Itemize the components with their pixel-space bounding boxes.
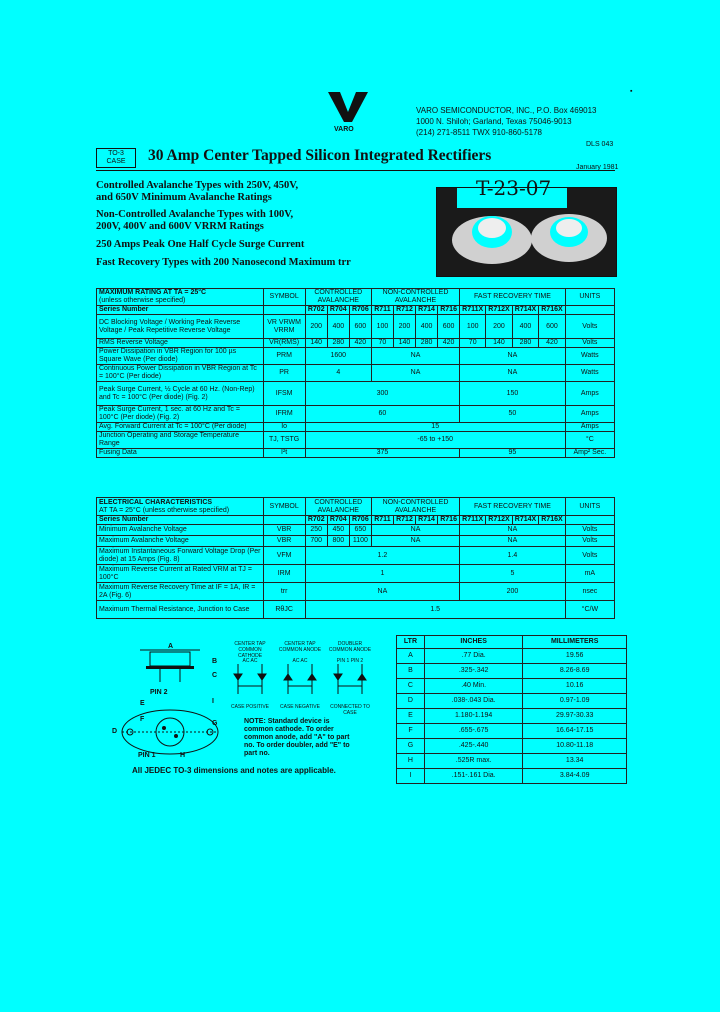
series-cell: R702 xyxy=(305,306,327,315)
series-cell: R716X xyxy=(539,516,565,525)
elec-subtitle-text: AT TA = 25°C (unless otherwise specified) xyxy=(99,506,230,514)
param-cell: Maximum Avalanche Voltage xyxy=(97,536,264,547)
series-cell: R704 xyxy=(327,306,349,315)
dim-cell: .038-.043 Dia. xyxy=(424,694,522,709)
value-cell: 400 xyxy=(327,315,349,339)
value-cell: 700 xyxy=(305,536,327,547)
param-cell: DC Blocking Voltage / Working Peak Reverse Voltage / Peak Repetitive Reverse Voltage xyxy=(97,315,264,339)
dim-cell: .77 Dia. xyxy=(424,649,522,664)
value-cell: 4 xyxy=(305,365,371,382)
series-cell: R716X xyxy=(539,306,565,315)
company-address1: 1000 N. Shiloh; Garland, Texas 75046-9013 xyxy=(416,117,572,126)
config-1-title: CENTER TAP COMMON CATHODE xyxy=(234,641,266,659)
param-cell: Minimum Avalanche Voltage xyxy=(97,525,264,536)
elec-group-ca: CONTROLLED AVALANCHE xyxy=(305,498,371,516)
value-cell: 150 xyxy=(460,382,566,406)
value-cell: 300 xyxy=(305,382,459,406)
dim-cell: .655-.675 xyxy=(424,724,522,739)
max-title-text: MAXIMUM RATING AT TA = 25°C xyxy=(99,289,207,296)
dim-cell: .325-.342 xyxy=(424,664,522,679)
dim-letter-i: I xyxy=(212,698,214,705)
unit-cell: Volts xyxy=(565,339,614,348)
series-cell: R711X xyxy=(460,516,486,525)
series-cell: R706 xyxy=(349,516,371,525)
value-cell: NA xyxy=(305,583,459,601)
dim-cell: F xyxy=(397,724,425,739)
value-cell: 250 xyxy=(305,525,327,536)
dim-letter-a: A xyxy=(168,643,174,650)
value-cell: 200 xyxy=(486,315,512,339)
value-cell: NA xyxy=(371,365,459,382)
title-rule xyxy=(96,170,615,171)
config-3-pins: PIN 1 PIN 2 xyxy=(336,658,364,664)
dim-cell: A xyxy=(397,649,425,664)
param-cell: RMS Reverse Voltage xyxy=(97,339,264,348)
dim-cell: 3.84-4.09 xyxy=(523,769,627,784)
value-cell: 280 xyxy=(327,339,349,348)
dim-cell: 13.34 xyxy=(523,754,627,769)
dim-letter-b: B xyxy=(212,658,218,665)
elec-symbol-head: SYMBOL xyxy=(263,498,305,516)
elec-title-text: ELECTRICAL CHARACTERISTICS xyxy=(99,498,213,506)
symbol-cell: VFM xyxy=(263,547,305,565)
diode-icon xyxy=(234,664,366,694)
symbol-cell: I²t xyxy=(263,449,305,458)
config-3-title: DOUBLER COMMON ANODE xyxy=(328,641,372,653)
doc-date: January 1981 xyxy=(576,164,619,171)
value-cell: NA xyxy=(460,525,566,536)
elec-series-label: Series Number xyxy=(97,516,264,525)
value-cell: 100 xyxy=(371,315,393,339)
value-cell: 375 xyxy=(305,449,459,458)
pin1-label: PIN 1 xyxy=(138,752,156,759)
value-cell: 1100 xyxy=(349,536,371,547)
elec-group-nc: NON-CONTROLLED AVALANCHE xyxy=(371,498,459,516)
unit-cell: Watts xyxy=(565,348,614,365)
feature-4: Fast Recovery Types with 200 Nanosecond Maximum trr xyxy=(96,257,351,268)
value-cell: -65 to +150 xyxy=(305,432,565,449)
value-cell: 650 xyxy=(349,525,371,536)
dim-cell: C xyxy=(397,679,425,694)
company-name: VARO SEMICONDUCTOR, INC., P.O. Box 469013 xyxy=(416,106,597,115)
dim-cell: .425-.440 xyxy=(424,739,522,754)
dim-letter-e: E xyxy=(140,700,145,707)
max-table-title xyxy=(97,289,264,306)
param-cell: Peak Surge Current, 1 sec. at 60 Hz and Tc = 100°C (Per diode) (Fig. 2) xyxy=(97,406,264,423)
dim-cell: 19.56 xyxy=(523,649,627,664)
symbol-cell: VBR xyxy=(263,525,305,536)
value-cell: 140 xyxy=(305,339,327,348)
param-cell: Junction Operating and Storage Temperature Range xyxy=(97,432,264,449)
param-cell: Fusing Data xyxy=(97,449,264,458)
value-cell: NA xyxy=(371,525,459,536)
package-drawing xyxy=(100,636,230,766)
page-title: 30 Amp Center Tapped Silicon Integrated Rectifiers xyxy=(148,147,492,164)
symbol-cell: trr xyxy=(263,583,305,601)
value-cell: 600 xyxy=(539,315,565,339)
unit-cell: °C xyxy=(565,432,614,449)
value-cell: 1.5 xyxy=(305,601,565,619)
param-cell: Continuous Power Dissipation in VBR Region at Tc = 100°C (Per diode) xyxy=(97,365,264,382)
diagram-note: NOTE: Standard device is common cathode. To order common anode, add "A" to part no. To order doubler, add "E" to part no. xyxy=(244,718,350,757)
dim-letter-f: F xyxy=(140,716,145,723)
dim-head: LTR xyxy=(397,636,425,649)
value-cell: 450 xyxy=(327,525,349,536)
doc-code: DLS 043 xyxy=(586,141,614,148)
jedec-note: All JEDEC TO-3 dimensions and notes are applicable. xyxy=(132,766,336,775)
symbol-cell: IFRM xyxy=(263,406,305,423)
symbol-cell: PR xyxy=(263,365,305,382)
param-cell: Maximum Reverse Current at Rated VRM at TJ = 100°C xyxy=(97,565,264,583)
value-cell: 200 xyxy=(460,583,566,601)
dim-cell: G xyxy=(397,739,425,754)
dim-cell: D xyxy=(397,694,425,709)
max-subtitle-text: (unless otherwise specified) xyxy=(99,297,186,304)
feature-3: 250 Amps Peak One Half Cycle Surge Current xyxy=(96,239,305,250)
symbol-cell: VR VRWM VRRM xyxy=(263,315,305,339)
value-cell: 420 xyxy=(349,339,371,348)
series-cell: R702 xyxy=(305,516,327,525)
elec-group-fr: FAST RECOVERY TIME xyxy=(460,498,566,516)
config-1-pins: AC AC xyxy=(242,658,258,664)
product-photo xyxy=(436,187,617,277)
dim-cell: .151-.161 Dia. xyxy=(424,769,522,784)
value-cell: 200 xyxy=(393,315,415,339)
value-cell: 15 xyxy=(305,423,565,432)
unit-cell: Amps xyxy=(565,423,614,432)
value-cell: 400 xyxy=(416,315,438,339)
dim-cell: E xyxy=(397,709,425,724)
value-cell: NA xyxy=(371,536,459,547)
value-cell: 420 xyxy=(438,339,460,348)
value-cell: 280 xyxy=(416,339,438,348)
unit-cell: Volts xyxy=(565,315,614,339)
series-cell: R711 xyxy=(371,306,393,315)
param-cell: Peak Surge Current, ½ Cycle at 60 Hz. (Non-Rep) and Tc = 100°C (Per diode) (Fig. 2) xyxy=(97,382,264,406)
config-2-pins: AC AC xyxy=(292,658,308,664)
electrical-table xyxy=(96,497,615,619)
dim-cell: .40 Min. xyxy=(424,679,522,694)
value-cell: NA xyxy=(460,365,566,382)
param-cell: Maximum Instantaneous Forward Voltage Drop (Per diode) at 15 Amps (Fig. 8) xyxy=(97,547,264,565)
max-series-label: Series Number xyxy=(97,306,264,315)
unit-cell: Volts xyxy=(565,525,614,536)
dim-letter-h: H xyxy=(180,752,186,759)
feature-1: Controlled Avalanche Types with 250V, 450V, and 650V Minimum Avalanche Ratings xyxy=(96,180,299,203)
series-cell: R712X xyxy=(486,516,512,525)
dim-cell: 10.80-11.18 xyxy=(523,739,627,754)
dim-letter-d: D xyxy=(112,728,118,735)
param-cell: Avg. Forward Current at Tc = 100°C (Per diode) xyxy=(97,423,264,432)
dim-cell: B xyxy=(397,664,425,679)
unit-cell: Watts xyxy=(565,365,614,382)
device-photo-icon xyxy=(437,188,616,276)
dim-cell: .525R max. xyxy=(424,754,522,769)
feature-2: Non-Controlled Avalanche Types with 100V, 200V, 400V and 600V VRRM Ratings xyxy=(96,209,294,232)
value-cell: 1600 xyxy=(305,348,371,365)
value-cell: 600 xyxy=(349,315,371,339)
package-label: TO-3 CASE xyxy=(96,148,136,168)
unit-cell: Volts xyxy=(565,536,614,547)
value-cell: NA xyxy=(460,348,566,365)
unit-cell: Amp² Sec. xyxy=(565,449,614,458)
series-cell: R714X xyxy=(512,306,538,315)
value-cell: 200 xyxy=(305,315,327,339)
unit-cell: nsec xyxy=(565,583,614,601)
symbol-cell: VBR xyxy=(263,536,305,547)
corner-mark: ▪ xyxy=(630,88,633,95)
dim-head: MILLIMETERS xyxy=(523,636,627,649)
value-cell: 100 xyxy=(460,315,486,339)
series-cell: R716 xyxy=(438,516,460,525)
param-cell: Maximum Thermal Resistance, Junction to Case xyxy=(97,601,264,619)
series-cell: R714X xyxy=(512,516,538,525)
max-symbol-head: SYMBOL xyxy=(263,289,305,306)
value-cell: 280 xyxy=(512,339,538,348)
series-cell: R714 xyxy=(416,306,438,315)
value-cell: 60 xyxy=(305,406,459,423)
max-units-head: UNITS xyxy=(565,289,614,306)
circuit-schematics xyxy=(226,664,376,704)
dim-cell: 1.180-1.194 xyxy=(424,709,522,724)
param-cell: Maximum Reverse Recovery Time at IF = 1A, IR = 2A (Fig. 6) xyxy=(97,583,264,601)
dim-letter-g: G xyxy=(212,720,218,727)
dim-cell: H xyxy=(397,754,425,769)
dim-cell: I xyxy=(397,769,425,784)
value-cell: 1.2 xyxy=(305,547,459,565)
series-cell: R706 xyxy=(349,306,371,315)
value-cell: 1 xyxy=(305,565,459,583)
unit-cell: Amps xyxy=(565,406,614,423)
value-cell: NA xyxy=(371,348,459,365)
series-cell: R704 xyxy=(327,516,349,525)
value-cell: NA xyxy=(460,536,566,547)
pin2-label: PIN 2 xyxy=(150,689,168,696)
unit-cell: mA xyxy=(565,565,614,583)
symbol-cell: TJ, TSTG xyxy=(263,432,305,449)
value-cell: 400 xyxy=(512,315,538,339)
value-cell: 5 xyxy=(460,565,566,583)
value-cell: 70 xyxy=(460,339,486,348)
elec-units-head: UNITS xyxy=(565,498,614,516)
series-cell: R714 xyxy=(416,516,438,525)
max-group-fr: FAST RECOVERY TIME xyxy=(460,289,566,306)
value-cell: 800 xyxy=(327,536,349,547)
max-group-nc: NON-CONTROLLED AVALANCHE xyxy=(371,289,459,306)
symbol-cell: IRM xyxy=(263,565,305,583)
symbol-cell: IFSM xyxy=(263,382,305,406)
symbol-cell: Io xyxy=(263,423,305,432)
dim-letter-c: C xyxy=(212,672,218,679)
config-3-sub: CONNECTED TO CASE xyxy=(330,704,370,716)
value-cell: 600 xyxy=(438,315,460,339)
dim-head: INCHES xyxy=(424,636,522,649)
dim-cell: 8.26-8.69 xyxy=(523,664,627,679)
config-1-sub: CASE POSITIVE xyxy=(230,704,270,710)
unit-cell: Amps xyxy=(565,382,614,406)
series-cell: R711 xyxy=(371,516,393,525)
logo-text: VARO xyxy=(334,126,354,133)
handwritten-note: T-23-07 xyxy=(476,176,552,200)
dim-cell: 0.97-1.09 xyxy=(523,694,627,709)
series-cell: R712 xyxy=(393,306,415,315)
max-rating-table xyxy=(96,288,615,458)
unit-cell: Volts xyxy=(565,547,614,565)
symbol-cell: VR(RMS) xyxy=(263,339,305,348)
value-cell: 95 xyxy=(460,449,566,458)
value-cell: 50 xyxy=(460,406,566,423)
series-cell: R712 xyxy=(393,516,415,525)
series-cell: R711X xyxy=(460,306,486,315)
value-cell: 420 xyxy=(539,339,565,348)
company-address2: (214) 271-8511 TWX 910-860-5178 xyxy=(416,128,543,137)
dim-cell: 16.64-17.15 xyxy=(523,724,627,739)
config-2-sub: CASE NEGATIVE xyxy=(280,704,320,710)
value-cell: 1.4 xyxy=(460,547,566,565)
dimensions-table xyxy=(396,635,627,784)
series-cell: R712X xyxy=(486,306,512,315)
value-cell: 70 xyxy=(371,339,393,348)
unit-cell: °C/W xyxy=(565,601,614,619)
elec-table-title xyxy=(97,498,264,516)
dim-cell: 10.16 xyxy=(523,679,627,694)
series-cell: R716 xyxy=(438,306,460,315)
varo-logo xyxy=(326,88,372,126)
param-cell: Power Dissipation in VBR Region for 100 µs Square Wave (Per diode) xyxy=(97,348,264,365)
symbol-cell: RθJC xyxy=(263,601,305,619)
config-2-title: CENTER TAP COMMON ANODE xyxy=(278,641,322,653)
value-cell: 140 xyxy=(486,339,512,348)
max-group-ca: CONTROLLED AVALANCHE xyxy=(305,289,371,306)
symbol-cell: PRM xyxy=(263,348,305,365)
value-cell: 140 xyxy=(393,339,415,348)
dim-cell: 29.97-30.33 xyxy=(523,709,627,724)
